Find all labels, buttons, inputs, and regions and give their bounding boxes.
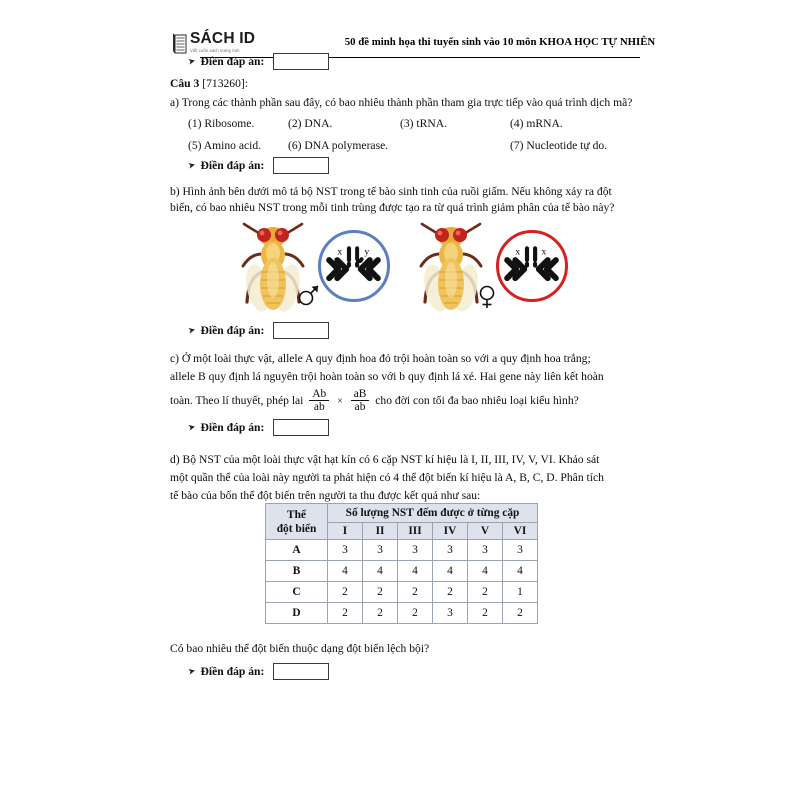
question-code: [713260]: [202, 77, 245, 90]
cell-C-VI: 1: [503, 582, 538, 603]
answer-label: Điền đáp án:: [200, 55, 265, 68]
chromosome-label-x1: x: [515, 246, 521, 258]
table-col-header-I: I: [328, 523, 363, 540]
row-label-D: D: [266, 603, 328, 624]
corner-header-line1: Thể: [287, 508, 306, 521]
answer-row-d: [188, 663, 329, 680]
cell-A-III: 3: [398, 540, 433, 561]
option-5: (5) Amino acid.: [188, 139, 262, 152]
cell-D-II: 2: [363, 603, 398, 624]
part-c-line3: [170, 389, 579, 414]
answer-row-a: [188, 157, 329, 174]
part-c-line2: allele B quy định lá nguyên trội hoàn toàn so với b quy định lá xẻ. Hai gene này liên kết hoàn: [170, 370, 604, 383]
part-b-line2: biến, có bao nhiêu NST trong mỗi tinh trùng được tạo ra từ quá trình giảm phân của tế bào này?: [170, 201, 615, 214]
table-row: [266, 603, 538, 624]
fraction-ab-over-ab: [309, 388, 329, 413]
part-c-line1: c) Ở một loài thực vật, allele A quy định hoa đỏ trội hoàn toàn so với a quy định hoa trắng;: [170, 352, 591, 365]
fraction-numerator: Ab: [312, 388, 327, 400]
cell-B-V: 4: [468, 561, 503, 582]
table-col-header-VI: VI: [503, 523, 538, 540]
question-number: Câu 3: [170, 77, 200, 90]
cell-A-IV: 3: [433, 540, 468, 561]
drosophila-fly-male: [240, 222, 306, 314]
table-row: [266, 561, 538, 582]
header-title: 50 đề minh họa thi tuyển sinh vào 10 môn KHOA HỌC TỰ NHIÊN: [344, 36, 656, 48]
answer-input-d[interactable]: [273, 663, 329, 680]
cell-A-I: 3: [328, 540, 363, 561]
answer-label: Điền đáp án:: [200, 421, 265, 434]
cell-A-II: 3: [363, 540, 398, 561]
female-symbol-icon: [476, 284, 498, 310]
chromosome-figure: [240, 222, 570, 320]
brand-logo: [172, 31, 255, 54]
brand-tagline: Viết cuốn sách mang tính: [190, 47, 240, 53]
table-col-header-III: III: [398, 523, 433, 540]
cell-C-IV: 2: [433, 582, 468, 603]
answer-row-top: [188, 53, 329, 70]
part-d-final-question: Có bao nhiêu thể đột biến thuộc dạng đột biến lệch bội?: [170, 642, 430, 655]
part-d-line1: d) Bộ NST của một loài thực vật hạt kín có 6 cặp NST kí hiệu là I, II, III, IV, V, VI. Khảo sát: [170, 453, 600, 466]
cell-C-III: 2: [398, 582, 433, 603]
answer-input-b[interactable]: [273, 322, 329, 339]
chromosome-circle-male: [318, 230, 390, 302]
cell-D-IV: 3: [433, 603, 468, 624]
row-label-B: B: [266, 561, 328, 582]
chromosome-label-x2: x: [541, 246, 547, 258]
part-a-text: a) Trong các thành phần sau đây, có bao nhiêu thành phần tham gia trực tiếp vào quá trình dịch mã?: [170, 96, 633, 109]
cell-A-V: 3: [468, 540, 503, 561]
fraction-denominator: ab: [309, 400, 329, 413]
cell-C-I: 2: [328, 582, 363, 603]
table-span-header: Số lượng NST đếm được ở từng cặp: [328, 504, 538, 523]
option-3: (3) tRNA.: [400, 117, 448, 130]
fraction-aB-over-ab: [351, 388, 370, 413]
option-7: (7) Nucleotide tự do.: [510, 139, 608, 152]
part-d-line2: một quần thể của loài này người ta phát hiện có 4 thể đột biến kí hiệu là A, B, C, D. Phân tích: [170, 471, 604, 484]
cell-D-VI: 2: [503, 603, 538, 624]
table-body: [266, 540, 538, 624]
table-corner-header: [266, 504, 328, 540]
book-logo-icon: [172, 32, 187, 54]
part-b-line1: b) Hình ảnh bên dưới mô tả bộ NST trong tế bào sinh tinh của ruồi giấm. Nếu không xảy ra đột: [170, 185, 612, 198]
answer-input-a[interactable]: [273, 157, 329, 174]
part-d-line3: tế bào của bốn thể đột biến trên người ta thu được kết quả như sau:: [170, 489, 481, 502]
cell-D-III: 2: [398, 603, 433, 624]
part-c-line3-post: cho đời con tối đa bao nhiêu loại kiểu hình?: [375, 394, 579, 408]
answer-row-c: [188, 419, 329, 436]
cell-B-IV: 4: [433, 561, 468, 582]
chromosome-count-table-wrapper: [265, 503, 538, 624]
multiplication-sign: ×: [337, 396, 343, 408]
table-row: [266, 540, 538, 561]
option-6: (6) DNA polymerase.: [288, 139, 389, 152]
cell-B-III: 4: [398, 561, 433, 582]
table-header-row-1: [266, 504, 538, 523]
cell-C-II: 2: [363, 582, 398, 603]
option-4: (4) mRNA.: [510, 117, 563, 130]
table-col-header-IV: IV: [433, 523, 468, 540]
answer-input-c[interactable]: [273, 419, 329, 436]
page-header: [0, 14, 800, 54]
drosophila-fly-female: [418, 222, 484, 314]
answer-input-top[interactable]: [273, 53, 329, 70]
table-head: [266, 504, 538, 540]
cell-B-VI: 4: [503, 561, 538, 582]
fraction-denominator: ab: [351, 400, 370, 413]
part-c-line3-pre: toàn. Theo lí thuyết, phép lai: [170, 394, 304, 408]
cell-A-VI: 3: [503, 540, 538, 561]
answer-label: Điền đáp án:: [200, 159, 265, 172]
answer-label: Điền đáp án:: [200, 324, 265, 337]
cell-B-II: 4: [363, 561, 398, 582]
pen-arrow-icon: ➤: [186, 55, 197, 67]
cell-C-V: 2: [468, 582, 503, 603]
cell-D-I: 2: [328, 603, 363, 624]
cell-B-I: 4: [328, 561, 363, 582]
pen-arrow-icon: ➤: [186, 324, 197, 336]
chromosome-circle-female: [496, 230, 568, 302]
cell-D-V: 2: [468, 603, 503, 624]
option-2: (2) DNA.: [288, 117, 333, 130]
fraction-numerator: aB: [353, 388, 367, 400]
chromosome-label-x: x: [337, 246, 343, 258]
pen-arrow-icon: ➤: [186, 421, 197, 433]
brand-name: SÁCH ID: [190, 30, 256, 47]
table-col-header-II: II: [363, 523, 398, 540]
row-label-C: C: [266, 582, 328, 603]
pen-arrow-icon: ➤: [186, 665, 197, 677]
corner-header-line2: đột biến: [276, 522, 317, 535]
table-col-header-V: V: [468, 523, 503, 540]
chromosome-count-table: [265, 503, 538, 624]
male-symbol-icon: [298, 282, 320, 308]
pen-arrow-icon: ➤: [186, 159, 197, 171]
chromosome-label-y: y: [364, 246, 370, 258]
table-row: [266, 582, 538, 603]
row-label-A: A: [266, 540, 328, 561]
answer-label: Điền đáp án:: [200, 665, 265, 678]
option-1: (1) Ribosome.: [188, 117, 255, 130]
question-heading: Câu 3 [713260]:: [170, 77, 248, 90]
answer-row-b: [188, 322, 329, 339]
